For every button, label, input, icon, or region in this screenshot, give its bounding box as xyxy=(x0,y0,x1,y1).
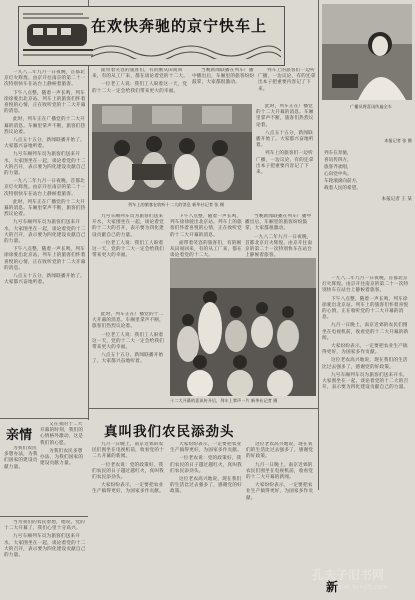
side-column-lower xyxy=(4,446,40,516)
paragraph: 一九八二年九月一日夜晚，首都北京灯火辉煌。由京开往南京的第二十一次特别快车在站台上静候着旅客。 xyxy=(4,70,86,88)
paragraph: 一九八二年九月一日夜晚，首都北京灯火辉煌。由京开往南京的第二十一次特别快车在站台上静候着旅客。 xyxy=(322,276,409,294)
paragraph: 下午八点整，随着一声长鸣，列车徐徐驶出北京站。列车上的旅客们怀着喜悦的心情，正在收听党的十二大开幕的消息。 xyxy=(170,214,242,238)
poem-line: 喜讯传四方， xyxy=(324,158,352,163)
section-rule xyxy=(0,418,88,419)
new-column-label: 新 xyxy=(326,580,339,594)
paragraph: 这位老农高兴地说，现在我们的生活比过去强多了，感谢党的好政策。 xyxy=(322,358,408,370)
byline: 本报记者 张 摄 xyxy=(384,138,412,143)
paragraph: 大家纷纷表示，一定要把农业生产搞得更好，为国家多作贡献。 xyxy=(322,344,408,356)
side-column xyxy=(40,422,86,514)
photo-caption: 十二大开幕的喜讯传开后，列车上掌声一片 新华社记者 摄 xyxy=(170,398,278,403)
article-column-mid xyxy=(92,68,188,102)
headline-train: 在欢快奔驰的京宁快车上 xyxy=(91,17,268,35)
paragraph: 一九八二年九月一日夜晚，首都北京灯火辉煌。由京开往南京的第二十一次特别快车在站台上静候着旅客。 xyxy=(245,234,313,259)
photo-carriage-applause xyxy=(170,258,316,396)
poem-line: 车轮滚滚向前方， xyxy=(324,179,361,184)
paragraph: 一位老工人说：我们工人盼着这一天，党的十二大一定会给我们带来更大的幸福。 xyxy=(92,82,188,94)
paragraph: 列车上的旅客们一边听广播，一边议论，有的还拿出本子把重要内容记了下来。 xyxy=(256,151,314,176)
paragraph: 此时，列车正在广播党的十二大开幕的消息。车厢里掌声不断，旅客们热烈议论着。 xyxy=(92,312,164,330)
paragraph: 九号车厢列车员为旅客们送来开水，大家围坐在一起，谈论着党的十二大的召开，表示要为四化建设贡献自己的力量。 xyxy=(4,220,86,245)
paragraph: 下午八点整，随着一声长鸣，列车徐徐驶出北京站。列车上的旅客们怀着喜悦的心情，正在收听党的十二大开幕的消息。 xyxy=(4,247,86,271)
section-rule xyxy=(88,408,318,409)
paragraph: 当晚新闻联播在列车广播中播出后，车厢里的旅客纷纷鼓掌，大家都很激动。 xyxy=(245,214,312,232)
article-column-center-1 xyxy=(92,214,167,310)
paragraph: 一位老工人说：我们工人盼着这一天，党的十二大一定会给我们带来更大的幸福。 xyxy=(92,332,164,351)
poem-column xyxy=(324,150,412,270)
article-column-right-mid xyxy=(256,104,316,214)
photo-caption: 广播员将喜讯传遍全车 xyxy=(350,104,392,109)
paragraph: 八点五十五分，新闻联播开始了。大家都兴奋地听着。 xyxy=(4,274,85,286)
paragraph: 一九八二年九月一日夜晚，首都北京灯火辉煌。由京开往南京的第二十一次特别快车在站台上静候着旅客。 xyxy=(4,179,86,197)
paragraph: 八点五十五分，新闻联播开始了。大家都兴奋地听着。 xyxy=(92,353,164,365)
bottom-left-column xyxy=(4,520,86,598)
paragraph: 一位老农说：党的政策好，我们农民的日子越过越红火，真叫我们农民添劲头。 xyxy=(92,462,164,481)
headline-banner xyxy=(18,6,285,66)
paragraph: 当为我们的农民着想，他说，党的十二大开幕了，我们心里十分高兴。 xyxy=(4,520,85,532)
paragraph: 九月一日晚上，南京近郊的农民们围坐在电视机前，收看党的十二大开幕的新闻。 xyxy=(92,442,164,460)
poem-author: 本报记者 王 某 xyxy=(381,197,412,202)
paragraph: 大家纷纷表示，一定要把农业生产搞得更好，为国家多作贡献。 xyxy=(92,483,164,495)
headline-farmer: 真叫我们农民添劲头 xyxy=(104,424,235,440)
article-column-mid-3 xyxy=(258,68,316,102)
photo-caption: 列车上的旅客在收听十二大的消息 新华社记者 张 摄 xyxy=(127,202,225,207)
paragraph: 此时，列车正在广播党的十二大开幕的消息。车厢里掌声不断，旅客们热烈议论着。 xyxy=(4,117,86,135)
paragraph: 一位老工人说：我们工人盼着这一天，党的十二大一定会给我们带来更大的幸福。 xyxy=(92,240,164,259)
side-title: 亲情 xyxy=(6,428,33,443)
poem-line: 心向党中央。 xyxy=(324,172,352,177)
paragraph: 一位老农说：党的政策好，我们农民的日子越过越红火，真叫我们农民添劲头。 xyxy=(170,456,242,474)
train-illustration xyxy=(23,10,93,62)
paragraph: 下午八点整，随着一声长鸣，列车徐徐驶出北京站。列车上的旅客们怀着喜悦的心情，正在收听党的十二大开幕的消息。 xyxy=(322,296,409,321)
paragraph: 面带着笑容的旅客们，有的刚从田间回来，有的从工厂来，都在谈论着党的十二大。 xyxy=(170,240,242,259)
banner-decoration xyxy=(91,39,281,59)
paragraph: 面带着笑容的旅客们，有的刚从田间回来，有的从工厂来，都在谈论着党的十二大。 xyxy=(92,68,188,80)
article-column-far-right xyxy=(322,276,412,490)
paragraph: 八点五十五分，新闻联播开始了。大家都兴奋地听着。 xyxy=(256,130,314,149)
column-rule xyxy=(318,0,319,490)
paragraph: 九号车厢列车员为旅客们送来开水，大家围坐在一起，谈论着党的十二大的召开，表示要为四化建设贡献自己的力量。 xyxy=(92,214,164,238)
paragraph: 九月一日晚上，南京近郊的农民们围坐在电视机前，收看党的十二大开幕的新闻。 xyxy=(322,323,409,341)
paragraph: 当晚新闻联播在列车广播中播出后，车厢里的旅客纷纷鼓掌，大家都很激动。 xyxy=(192,68,255,86)
paragraph: 这位老农高兴地说，现在我们的生活比过去强多了，感谢党的好政策。 xyxy=(170,477,242,495)
paragraph: 此时，列车正在广播党的十二大开幕的消息。车厢里掌声不断，旅客们热烈议论着。 xyxy=(4,199,86,218)
poem-line: 载着人民的希望。 xyxy=(324,186,361,191)
paragraph: 九号车厢列车员为旅客们送来开水，大家围坐在一起，谈论着党的十二大的召开，表示要为四化建设贡献自己的力量。 xyxy=(4,534,86,559)
article-column-left xyxy=(4,70,86,410)
poem-line: 旅客齐欢唱， xyxy=(324,165,352,170)
paragraph: 列车上的旅客们一边听广播，一边议论，有的还拿出本子把重要内容记了下来。 xyxy=(258,68,316,92)
article-column-mid-2 xyxy=(192,68,256,102)
farmer-column-3 xyxy=(246,442,316,598)
farmer-column-1 xyxy=(92,442,166,598)
paragraph: 八点五十五分，新闻联播开始了。大家都兴奋地听着。 xyxy=(4,138,85,150)
poem-line: 列车在奔驰， xyxy=(324,151,352,156)
article-column-center-4 xyxy=(92,312,167,406)
photo-broadcaster xyxy=(322,4,412,100)
paragraph: 又在我的十二大开幕的时刻，我们的心情格外激动，这是我们的心愿。 xyxy=(40,422,84,446)
farmer-column-2 xyxy=(170,442,242,598)
section-rule xyxy=(0,516,88,517)
paragraph: 为我们农民多想办法，为我们国家的建设贡献力量。 xyxy=(4,446,38,470)
paragraph: 下午八点整，随着一声长鸣，列车徐徐驶出北京站。列车上的旅客们怀着喜悦的心情，正在收听党的十二大开幕的消息。 xyxy=(4,90,86,115)
paragraph: 九号车厢列车员为旅客们送来开水，大家围坐在一起，谈论着党的十二大的召开，表示要为四化建设贡献自己的力量。 xyxy=(4,152,86,177)
paragraph: 此时，列车正在广播党的十二大开幕的消息。车厢里掌声不断，旅客们热烈议论着。 xyxy=(256,104,314,128)
paragraph: 九号车厢列车员为旅客们送来开水，大家围坐在一起，谈论着党的十二大的召开，表示要为四化建设贡献自己的力量。 xyxy=(322,372,409,391)
paragraph: 九月一日晚上，南京近郊的农民们围坐在电视机前，收看党的十二大开幕的新闻。 xyxy=(246,462,314,481)
paragraph: 大家纷纷表示，一定要把农业生产搞得更好，为国家多作贡献。 xyxy=(246,483,314,501)
watermark: 孔夫子旧书网 xyxy=(312,568,385,582)
paragraph: 为我们农民多想办法，为我们国家的建设贡献力量。 xyxy=(40,448,84,467)
photo-passengers-listening xyxy=(92,104,252,200)
paragraph: 大家纷纷表示，一定要把农业生产搞得更好，为国家多作贡献。 xyxy=(170,442,242,454)
watermark-url: book.kongfz.com xyxy=(336,584,388,591)
paragraph: 这位老农高兴地说，现在我们的生活比过去强多了，感谢党的好政策。 xyxy=(246,442,314,460)
